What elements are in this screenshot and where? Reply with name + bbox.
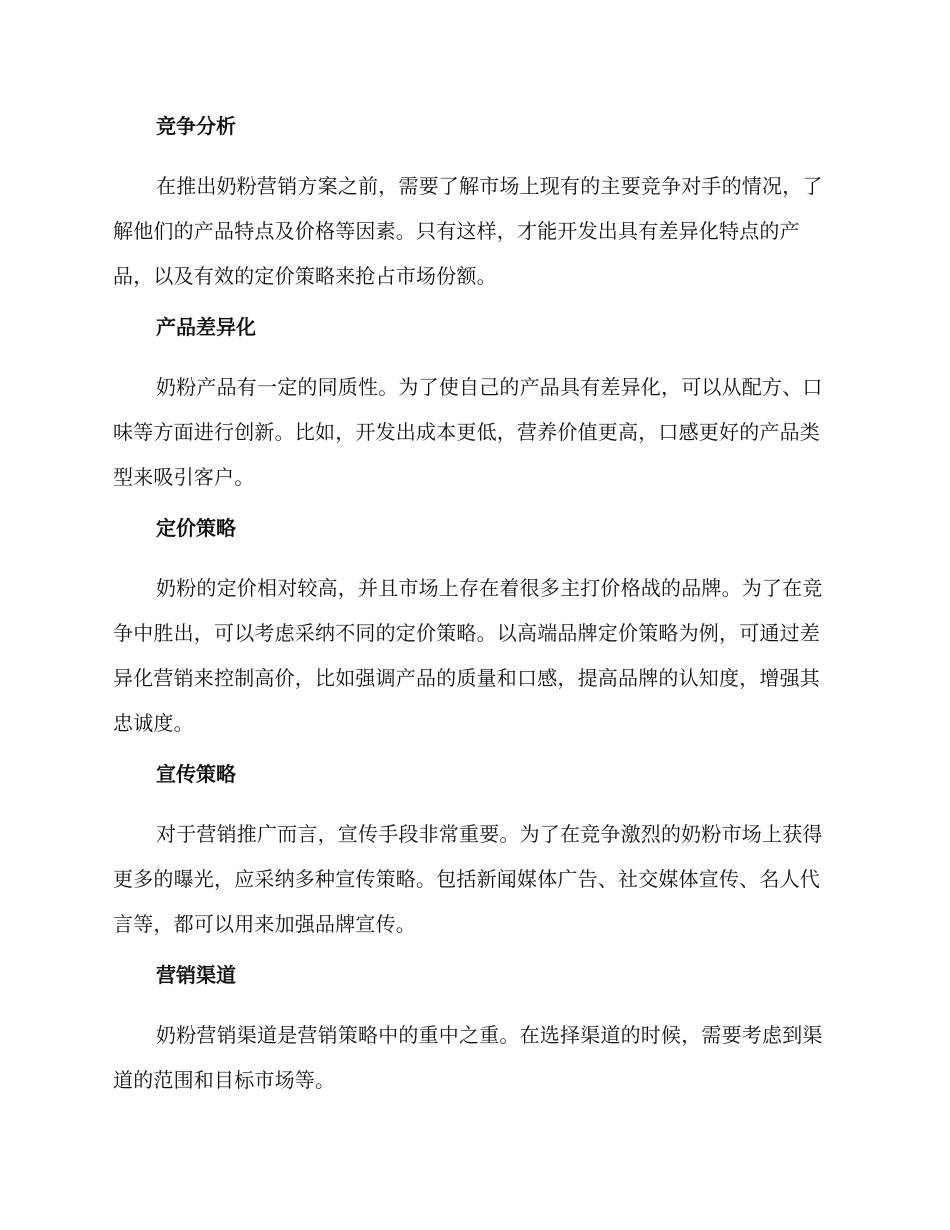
section-heading: 营销渠道 — [156, 963, 236, 987]
section-heading: 产品差异化 — [156, 315, 256, 339]
section-paragraph: 奶粉产品有一定的同质性。为了使自己的产品具有差异化，可以从配方、口味等方面进行创新。比如，开发出成本更低，营养价值更高，口感更好的产品类型来吸引客户。 — [113, 375, 823, 489]
section-paragraph: 对于营销推广而言，宣传手段非常重要。为了在竞争激烈的奶粉市场上获得更多的曝光，应采纳多种宣传策略。包括新闻媒体广告、社交媒体宣传、名人代言等，都可以用来加强品牌宣传。 — [113, 822, 823, 936]
section-heading: 竞争分析 — [156, 114, 236, 138]
section-heading: 定价策略 — [156, 516, 236, 540]
section-pricing-strategy — [113, 514, 833, 746]
section-marketing-channels — [113, 961, 833, 1103]
section-paragraph: 奶粉的定价相对较高，并且市场上存在着很多主打价格战的品牌。为了在竞争中胜出，可以考虑采纳不同的定价策略。以高端品牌定价策略为例，可通过差异化营销来控制高价，比如强调产品的质量和口感，提高品牌的认知度，增强其忠诚度。 — [113, 576, 823, 735]
section-promotion-strategy — [113, 760, 833, 947]
section-paragraph: 在推出奶粉营销方案之前，需要了解市场上现有的主要竞争对手的情况，了解他们的产品特点及价格等因素。只有这样，才能开发出具有差异化特点的产品，以及有效的定价策略来抢占市场份额。 — [113, 174, 823, 288]
section-product-differentiation — [113, 313, 833, 500]
section-competition-analysis — [113, 112, 833, 299]
section-paragraph: 奶粉营销渠道是营销策略中的重中之重。在选择渠道的时候，需要考虑到渠道的范围和目标市场等。 — [113, 1023, 823, 1092]
document-body — [113, 112, 833, 1117]
section-heading: 宣传策略 — [156, 762, 236, 786]
